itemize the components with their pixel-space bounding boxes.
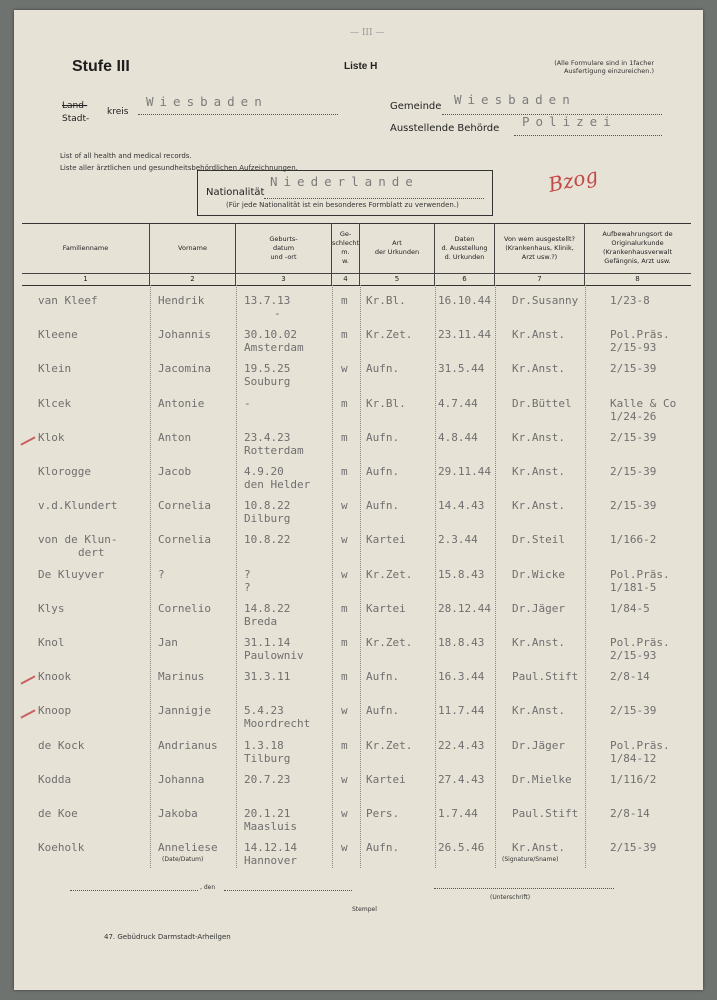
form-sheet [14,10,703,990]
cell-vorname: Anton [158,430,192,444]
cell-ort: 2/15-39 [610,430,657,444]
cell-geb: 14.12.14 [244,841,297,855]
cell-name2: dert [78,546,105,560]
cell-ort2: 2/15-93 [610,649,657,662]
nationality-note: (Für jede Nationalität ist ein besonderes Formblatt zu verwenden.) [226,201,459,209]
cell-art: Aufn. [366,841,400,855]
header-art: Art der Urkunden [360,223,435,273]
cell-von: Kr.Anst. [512,328,565,342]
cell-name: Kleene [38,328,78,342]
cell-name: von de Klun- [38,533,118,547]
cell-vorname: Hendrik [158,294,205,307]
cell-geb: - [244,396,251,410]
cell-g: w [341,362,348,376]
cell-datum: 23.11.44 [438,328,491,342]
cell-name: Koeholk [38,841,85,855]
cell-von: Kr.Anst. [512,362,565,376]
header-geburt: Geburts- datum und -ort [236,223,332,273]
cell-ort: 2/15-39 [610,841,657,855]
cell-geb2: Souburg [244,375,291,389]
german-line: Liste aller ärztlichen und gesundheitsbehördlichen Aufzeichnungen. [60,164,298,172]
column-divider [495,285,496,868]
cell-g: w [341,567,348,581]
cell-vorname: Jan [158,636,178,649]
cell-datum: 4.8.44 [438,430,478,444]
cell-art: Aufn. [366,499,400,513]
top-handwriting: — III — [350,28,385,38]
cell-vorname: Andrianus [158,738,218,752]
signature-line [434,888,614,889]
gemeinde-value: Wiesbaden [454,92,576,107]
cell-datum: 28.12.44 [438,601,491,615]
nationality-line [264,198,484,199]
cell-von: Dr.Steil [512,533,565,547]
cell-ort2: 2/15-93 [610,341,657,355]
cell-geb2: Breda [244,614,278,628]
cell-geb: 5.4.23 [244,704,284,718]
cell-geb2: Maasluis [244,820,297,833]
cell-ort2: 1/24-26 [610,409,657,423]
cell-ort: Pol.Präs. [610,567,670,581]
cell-g: w [341,772,348,786]
cell-art: Kr.Zet. [366,567,413,581]
cell-geb: ? [244,567,251,581]
printer-imprint: 47. Gebüdruck Darmstadt-Arheilgen [104,933,231,941]
cell-ort: 1/166-2 [610,533,657,547]
cell-ort: 2/15-39 [610,499,657,513]
cell-g: m [341,396,348,410]
cell-vorname: Jacob [158,465,192,478]
column-divider [332,285,333,868]
stadt-label: Stadt- [62,114,90,124]
cell-von: Kr.Anst. [512,430,565,444]
cell-von: Dr.Jäger [512,738,565,752]
cell-art: Kr.Zet. [366,636,413,649]
cell-geb: 4.9.20 [244,465,284,478]
instructions-note-line2: Ausfertigung einzureichen.) [563,67,654,75]
cell-datum: 11.7.44 [438,704,485,718]
red-tick-mark [20,436,35,445]
cell-geb2: Amsterdam [244,341,304,355]
cell-vorname: Antonie [158,396,205,410]
cell-name: Knol [38,636,65,649]
cell-datum: 31.5.44 [438,362,485,376]
cell-datum: 18.8.43 [438,636,485,649]
header-aufbewahrung: Aufbewahrungsort de Originalurkunde (Krankenhausverwalt Gefängnis, Arzt usw. [602,230,673,265]
header-vorname: Vorname [150,223,236,273]
signature-label: (Signature/Sname) [502,856,559,863]
behoerde-label: Ausstellende Behörde [390,123,500,134]
cell-vorname: Cornelio [158,601,211,615]
cell-name: van Kleef [38,294,98,307]
cell-vorname: Cornelia [158,499,211,513]
cell-ort: Pol.Präs. [610,738,670,752]
cell-von: Kr.Anst. [512,499,565,513]
cell-g: w [341,841,348,855]
cell-von: Dr.Mielke [512,772,572,786]
cell-ort: 2/8-14 [610,670,650,684]
column-divider [435,285,436,868]
cell-ort: 2/15-39 [610,704,657,718]
cell-ort: 2/15-39 [610,362,657,376]
cell-von: Dr.Wicke [512,567,565,581]
cell-datum: 29.11.44 [438,465,491,478]
cell-ort: Pol.Präs. [610,636,670,649]
cell-geb2: ? [244,580,251,594]
cell-datum: 15.8.43 [438,567,485,581]
cell-geb: 20.1.21 [244,807,291,820]
cell-g: m [341,294,348,307]
cell-art: Aufn. [366,430,400,444]
cell-vorname: ? [158,567,165,581]
kreis-value: Wiesbaden [146,94,268,109]
cell-von: Kr.Anst. [512,704,565,718]
cell-geb2: den Helder [244,478,311,491]
column-number-1: 1 [22,273,150,285]
kreis-label [62,100,89,126]
cell-geb2: Dilburg [244,512,291,526]
column-number-5: 5 [360,273,435,285]
cell-datum: 22.4.43 [438,738,485,752]
cell-datum: 27.4.43 [438,772,485,786]
column-divider [585,285,586,868]
place-line [70,890,198,891]
cell-geb: 10.8.22 [244,499,291,513]
cell-vorname: Johanna [158,772,205,786]
cell-geb2: Tilburg [244,751,291,765]
cell-vorname: Jannigje [158,704,211,718]
cell-ort2: 1/84-12 [610,751,657,765]
cell-geb: 14.8.22 [244,601,291,615]
nationality-box [197,170,493,216]
cell-g: m [341,601,348,615]
cell-art: Pers. [366,807,400,820]
cell-vorname: Jakoba [158,807,198,820]
cell-vorname: Marinus [158,670,205,684]
cell-name: v.d.Klundert [38,499,118,513]
cell-g: m [341,738,348,752]
cell-name: Kodda [38,772,72,786]
cell-art: Aufn. [366,465,400,478]
cell-ort: 1/23-8 [610,294,650,307]
cell-geb: 23.4.23 [244,430,291,444]
nationality-label: Nationalität [206,187,265,198]
cell-ort: Pol.Präs. [610,328,670,342]
den-label: , den [200,884,216,891]
cell-von: Dr.Susanny [512,294,579,307]
cell-datum: 4.7.44 [438,396,478,410]
header-geschlecht: Ge- schlecht m. w. [332,223,360,273]
cell-geb: 31.3.11 [244,670,291,684]
cell-name: Klcek [38,396,72,410]
column-number-3: 3 [236,273,332,285]
table-number-rule [22,285,691,286]
cell-art: Aufn. [366,362,400,376]
cell-g: m [341,670,348,684]
cell-geb2: Paulowniv [244,649,304,662]
cell-art: Kr.Zet. [366,328,413,342]
liste-label: Liste H [344,61,378,72]
gemeinde-label: Gemeinde [390,101,442,112]
cell-geb: 20.7.23 [244,772,291,786]
cell-datum: 16.3.44 [438,670,485,684]
column-divider [360,285,361,868]
cell-geb2: Moordrecht [244,717,311,731]
instructions-note [504,59,654,75]
cell-ort: 1/116/2 [610,772,657,786]
cell-datum: 26.5.46 [438,841,485,855]
nationality-value: Niederlande [270,174,419,189]
cell-von: Paul.Stift [512,807,579,820]
cell-art: Kr.Bl. [366,294,406,307]
cell-ort: Kalle & Co [610,396,677,410]
cell-g: m [341,636,348,649]
cell-geb2: Hannover [244,854,297,868]
cell-von: Kr.Anst. [512,841,565,855]
cell-g: m [341,430,348,444]
cell-geb2: Rotterdam [244,443,304,457]
cell-geb: 30.10.02 [244,328,297,342]
cell-datum: 16.10.44 [438,294,491,307]
cell-geb: 1.3.18 [244,738,284,752]
cell-vorname: Johannis [158,328,211,342]
unterschrift-label: (Unterschrift) [490,894,531,901]
cell-art: Kr.Bl. [366,396,406,410]
cell-g: w [341,533,348,547]
cell-geb2: - [274,307,281,320]
date-line [224,890,352,891]
red-pencil-mark: Bzog [546,163,601,197]
cell-geb: 31.1.14 [244,636,291,649]
cell-name: Klok [38,430,65,444]
cell-vorname: Anneliese [158,841,218,855]
cell-art: Kartei [366,533,406,547]
cell-art: Kartei [366,772,406,786]
cell-vorname: Cornelia [158,533,211,547]
cell-von: Dr.Büttel [512,396,572,410]
kreis-line [138,114,338,115]
cell-name: de Koe [38,807,78,820]
cell-name: Klein [38,362,72,376]
cell-name: Klys [38,601,65,615]
column-number-7: 7 [495,273,585,285]
cell-g: m [341,465,348,478]
header-aussteller: Von wem ausgestellt? (Krankenhaus, Klinik, Arzt usw.?) [495,223,585,273]
cell-g: w [341,499,348,513]
cell-name: Klorogge [38,465,91,478]
cell-art: Kartei [366,601,406,615]
column-number-8: 8 [635,275,640,283]
cell-geb: 13.7.13 [244,294,291,307]
cell-art: Aufn. [366,670,400,684]
cell-g: w [341,704,348,718]
column-number-4: 4 [332,273,360,285]
header-daten: Daten d. Ausstellung d. Urkunden [435,223,495,273]
cell-art: Kr.Zet. [366,738,413,752]
land-label: Land- [62,101,88,111]
cell-von: Dr.Jäger [512,601,565,615]
column-divider [236,285,237,868]
cell-art: Aufn. [366,704,400,718]
red-tick-mark [20,676,35,685]
column-divider [150,285,151,868]
date-label: (Date/Datum) [162,856,204,863]
behoerde-value: Polizei [522,114,617,129]
behoerde-line [514,135,662,136]
instructions-note-line1: (Alle Formulare sind in 1facher [554,59,654,67]
column-number-2: 2 [150,273,236,285]
cell-geb: 19.5.25 [244,362,291,376]
cell-ort: 1/84-5 [610,601,650,615]
cell-datum: 14.4.43 [438,499,485,513]
stempel-label: Stempel [352,906,377,913]
cell-name: de Kock [38,738,85,752]
cell-name: Knook [38,670,72,684]
cell-g: m [341,328,348,342]
cell-ort: 2/15-39 [610,465,657,478]
cell-von: Kr.Anst. [512,465,565,478]
cell-datum: 2.3.44 [438,533,478,547]
column-number-6: 6 [435,273,495,285]
red-tick-mark [20,710,35,719]
english-line: List of all health and medical records. [60,152,192,160]
cell-datum: 1.7.44 [438,807,478,820]
cell-name: De Kluyver [38,567,105,581]
cell-ort: 2/8-14 [610,807,650,820]
header-familienname: Familienname [22,223,150,273]
cell-von: Paul.Stift [512,670,579,684]
cell-geb: 10.8.22 [244,533,291,547]
cell-ort2: 1/181-5 [610,580,657,594]
cell-g: w [341,807,348,820]
cell-name: Knoop [38,704,72,718]
kreis-word: kreis [107,107,129,117]
stufe-label: Stufe III [72,58,130,75]
cell-vorname: Jacomina [158,362,211,376]
cell-von: Kr.Anst. [512,636,565,649]
